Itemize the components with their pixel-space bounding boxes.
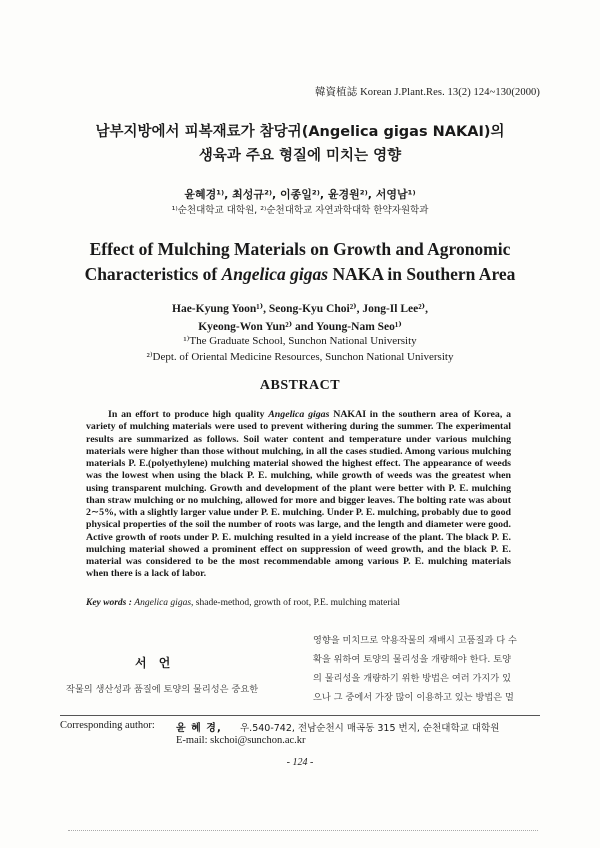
abstract-text: In an effort to produce high quality xyxy=(108,409,269,420)
title-species: Angelica gigas xyxy=(221,264,329,284)
abstract-text-rest: NAKAI in the southern area of Korea, a variety of mulching materials were used to prevent withering during the summer. The experimental results are summarized as follows. Soil water content and temperature under various mulching materials were higher than those without mulching, in all the cases studied. Among various mulching materials P. E.(polyethylene) mulching material showed the highest effect. The appearance of weeds was the lowest when using the black P. E. mulching, while growth of weeds was the greatest when using transparent mulching. Growth and development of the plant were better with P. E. mulching than straw mulching or no mulching, allowed for more and bigger leaves. The bolting rate was about 2∼5%, with a slightly larger value under P. E. mulching. Under P. E. mulching, probably due to good physical properties of the soil the number of roots was large, and the length and diameter were good. Active growth of roots under P. E. mulching resulted in a yield increase of the plant. The black P. E. mulching material showed a prominent effect on suppression of weed growth, and the black P. E. material was considered to be the most recommendable among various P. E. mulching materials when there is a lack of labor. xyxy=(86,409,512,580)
body-right-line: 영향을 미치므로 약용작물의 재배시 고품질과 다 수 xyxy=(313,635,517,646)
english-affiliations xyxy=(0,333,600,365)
body-right-column xyxy=(313,631,545,707)
body-right-line: 으나 그 중에서 가장 많이 이용하고 있는 방법은 멀 xyxy=(313,692,514,703)
english-authors-line2: Kyeong-Won Yun²⁾ and Young-Nam Seo¹⁾ xyxy=(198,321,402,333)
english-title-line1: Effect of Mulching Materials on Growth and Agronomic xyxy=(89,239,511,259)
introduction-heading: 서 언 xyxy=(135,656,175,670)
body-right-line: 의 물리성을 개량하기 위한 방법은 여러 가지가 있 xyxy=(313,673,511,684)
english-affiliation-2: ²⁾Dept. of Oriental Medicine Resources, Sunchon National University xyxy=(146,351,454,363)
english-authors-line1: Hae-Kyung Yoon¹⁾, Seong-Kyu Choi²⁾, Jong-Il Lee²⁾, xyxy=(172,303,428,315)
keywords-label: Key words : xyxy=(86,598,135,608)
keywords xyxy=(86,598,400,608)
page-number: - 124 - xyxy=(286,757,314,768)
english-title xyxy=(0,237,600,287)
english-authors xyxy=(0,300,600,336)
abstract-body xyxy=(86,409,511,581)
korean-title-line1: 남부지방에서 피복재료가 참당귀(Angelica gigas NAKAI)의 xyxy=(95,124,505,140)
english-title-line2 xyxy=(0,262,600,287)
journal-citation: 韓資植誌 Korean J.Plant.Res. 13(2) 124~130(2000) xyxy=(314,87,540,98)
corresponding-label: Corresponding author: xyxy=(60,720,155,731)
korean-title xyxy=(0,120,600,168)
korean-affiliations: ¹⁾순천대학교 대학원, ²⁾순천대학교 자연과학대학 한약자원학과 xyxy=(171,205,429,216)
corresponding-name: 윤 혜 경, xyxy=(176,723,222,734)
body-right-line: 확을 위하여 토양의 물리성을 개량해야 한다. 토양 xyxy=(313,654,511,665)
corresponding-author xyxy=(60,720,155,731)
korean-authors: 윤혜경¹⁾, 최성규²⁾, 이종일²⁾, 윤경원²⁾, 서영남¹⁾ xyxy=(184,188,416,201)
abstract-heading: ABSTRACT xyxy=(259,378,341,393)
page-edge-divider xyxy=(68,830,538,835)
corresponding-address: 우.540-742, 전남순천시 매곡동 315 번지, 순천대학교 대학원 xyxy=(240,723,500,734)
body-left-column xyxy=(66,680,258,699)
title-text: Characteristics of xyxy=(84,264,222,284)
korean-title-line2: 생육과 주요 형질에 미치는 영향 xyxy=(198,148,402,164)
keywords-list: , shade-method, growth of root, P.E. mulching material xyxy=(191,598,400,608)
body-left-line: 작물의 생산성과 품질에 토양의 물리성은 중요한 xyxy=(66,684,259,695)
english-affiliation-1: ¹⁾The Graduate School, Sunchon National University xyxy=(183,335,417,347)
keywords-species: Angelica gigas xyxy=(134,598,192,608)
abstract-species: Angelica gigas xyxy=(268,409,330,420)
title-text-end: NAKA in Southern Area xyxy=(328,264,516,284)
corresponding-email: E-mail: skchoi@sunchon.ac.kr xyxy=(176,735,306,746)
footnote-divider xyxy=(60,715,540,716)
